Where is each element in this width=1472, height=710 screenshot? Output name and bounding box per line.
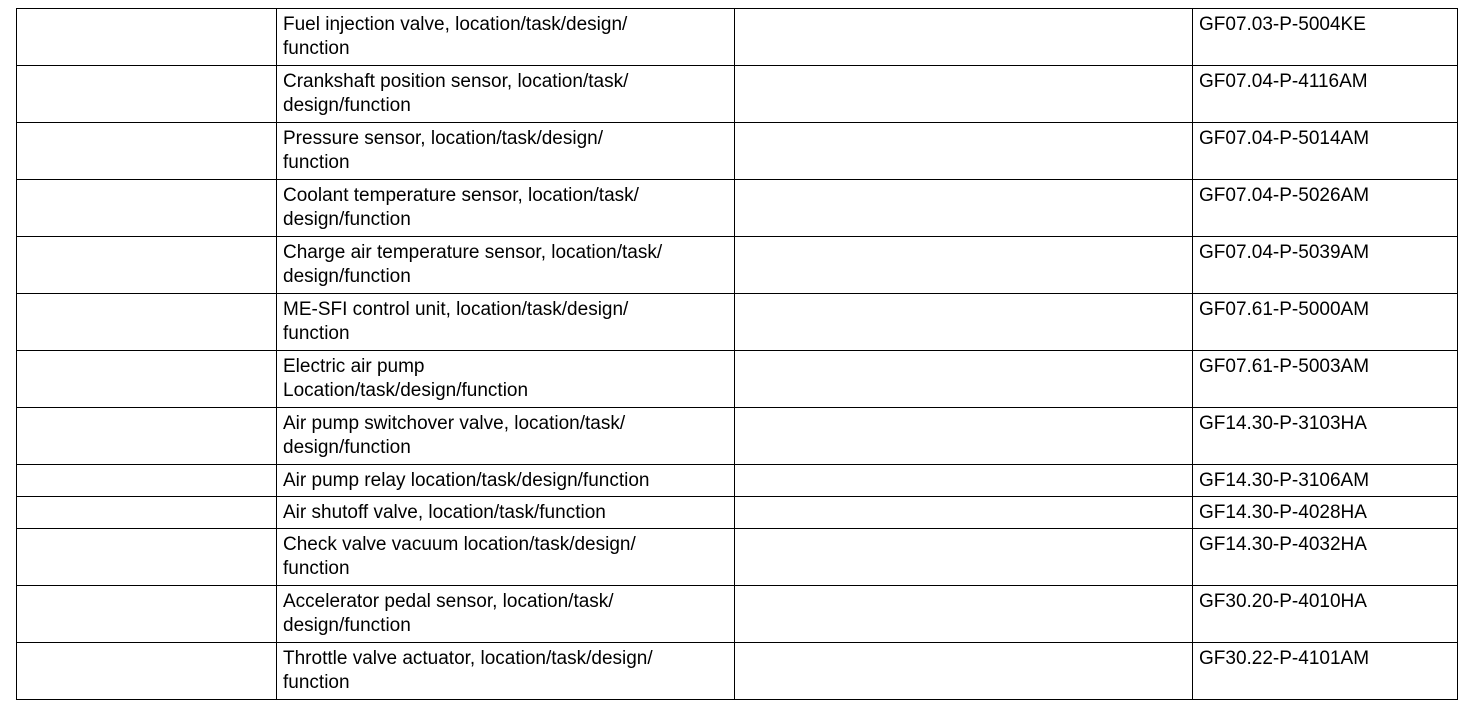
empty-cell xyxy=(735,529,1193,586)
document-code-cell xyxy=(1193,408,1458,465)
table-row xyxy=(17,465,1458,497)
description-text: Crankshaft position sensor, location/task/ design/function xyxy=(283,71,629,116)
description-text: ME-SFI control unit, location/task/design/ function xyxy=(283,299,629,344)
description-text: Air pump switchover valve, location/task/ design/function xyxy=(283,413,626,458)
description-cell xyxy=(277,529,735,586)
description-text: Check valve vacuum location/task/design/ function xyxy=(283,534,636,579)
empty-cell xyxy=(17,586,277,643)
empty-cell xyxy=(735,180,1193,237)
description-cell xyxy=(277,294,735,351)
empty-cell xyxy=(17,180,277,237)
document-code-cell xyxy=(1193,237,1458,294)
empty-cell xyxy=(735,351,1193,408)
description-cell xyxy=(277,497,735,529)
description-cell xyxy=(277,123,735,180)
empty-cell xyxy=(17,294,277,351)
description-cell xyxy=(277,9,735,66)
document-code: GF07.04-P-5014AM xyxy=(1199,128,1370,149)
empty-cell xyxy=(17,465,277,497)
empty-cell xyxy=(17,66,277,123)
description-cell xyxy=(277,237,735,294)
document-code-cell xyxy=(1193,180,1458,237)
document-code-cell xyxy=(1193,123,1458,180)
description-text: Throttle valve actuator, location/task/design/ function xyxy=(283,648,653,693)
description-cell xyxy=(277,586,735,643)
document-code-cell xyxy=(1193,529,1458,586)
table-row xyxy=(17,123,1458,180)
empty-cell xyxy=(735,123,1193,180)
empty-cell xyxy=(17,643,277,700)
description-cell xyxy=(277,180,735,237)
empty-cell xyxy=(17,497,277,529)
description-text: Fuel injection valve, location/task/design/ function xyxy=(283,14,628,59)
description-cell xyxy=(277,408,735,465)
document-code-cell xyxy=(1193,351,1458,408)
document-code: GF30.20-P-4010HA xyxy=(1199,591,1367,612)
empty-cell xyxy=(735,586,1193,643)
description-cell xyxy=(277,351,735,408)
description-text: Charge air temperature sensor, location/task/ design/function xyxy=(283,242,663,287)
description-text: Accelerator pedal sensor, location/task/ design/function xyxy=(283,591,614,636)
empty-cell xyxy=(735,408,1193,465)
document-code-cell xyxy=(1193,643,1458,700)
empty-cell xyxy=(17,123,277,180)
document-code: GF14.30-P-3106AM xyxy=(1199,470,1370,491)
description-text: Air shutoff valve, location/task/function xyxy=(283,502,606,523)
description-text: Pressure sensor, location/task/design/ function xyxy=(283,128,604,173)
table-row xyxy=(17,351,1458,408)
empty-cell xyxy=(735,237,1193,294)
document-code: GF07.04-P-4116AM xyxy=(1199,71,1368,92)
document-code-cell xyxy=(1193,465,1458,497)
empty-cell xyxy=(17,408,277,465)
empty-cell xyxy=(17,351,277,408)
table-row xyxy=(17,66,1458,123)
document-code-cell xyxy=(1193,9,1458,66)
table-row xyxy=(17,408,1458,465)
table-row xyxy=(17,180,1458,237)
table-row xyxy=(17,294,1458,351)
table-row xyxy=(17,497,1458,529)
empty-cell xyxy=(735,66,1193,123)
empty-cell xyxy=(17,529,277,586)
empty-cell xyxy=(735,643,1193,700)
table-row xyxy=(17,529,1458,586)
document-code-cell xyxy=(1193,586,1458,643)
document-code: GF14.30-P-3103HA xyxy=(1199,413,1367,434)
reference-table xyxy=(16,8,1458,700)
document-code-cell xyxy=(1193,497,1458,529)
description-cell xyxy=(277,66,735,123)
empty-cell xyxy=(17,9,277,66)
empty-cell xyxy=(735,9,1193,66)
description-text: Coolant temperature sensor, location/task/ design/function xyxy=(283,185,639,230)
description-cell xyxy=(277,465,735,497)
description-text: Air pump relay location/task/design/function xyxy=(283,470,650,491)
document-code: GF07.03-P-5004KE xyxy=(1199,14,1366,35)
document-code: GF07.61-P-5003AM xyxy=(1199,356,1370,377)
table-row xyxy=(17,9,1458,66)
description-text: Electric air pump Location/task/design/function xyxy=(283,356,529,401)
table-row xyxy=(17,237,1458,294)
document-code: GF14.30-P-4028HA xyxy=(1199,502,1367,523)
empty-cell xyxy=(735,465,1193,497)
document-code: GF14.30-P-4032HA xyxy=(1199,534,1367,555)
table-row xyxy=(17,643,1458,700)
document-code-cell xyxy=(1193,66,1458,123)
document-code: GF30.22-P-4101AM xyxy=(1199,648,1370,669)
document-code: GF07.04-P-5026AM xyxy=(1199,185,1370,206)
document-code-cell xyxy=(1193,294,1458,351)
empty-cell xyxy=(17,237,277,294)
document-code: GF07.61-P-5000AM xyxy=(1199,299,1370,320)
table-row xyxy=(17,586,1458,643)
empty-cell xyxy=(735,294,1193,351)
document-code: GF07.04-P-5039AM xyxy=(1199,242,1370,263)
description-cell xyxy=(277,643,735,700)
empty-cell xyxy=(735,497,1193,529)
